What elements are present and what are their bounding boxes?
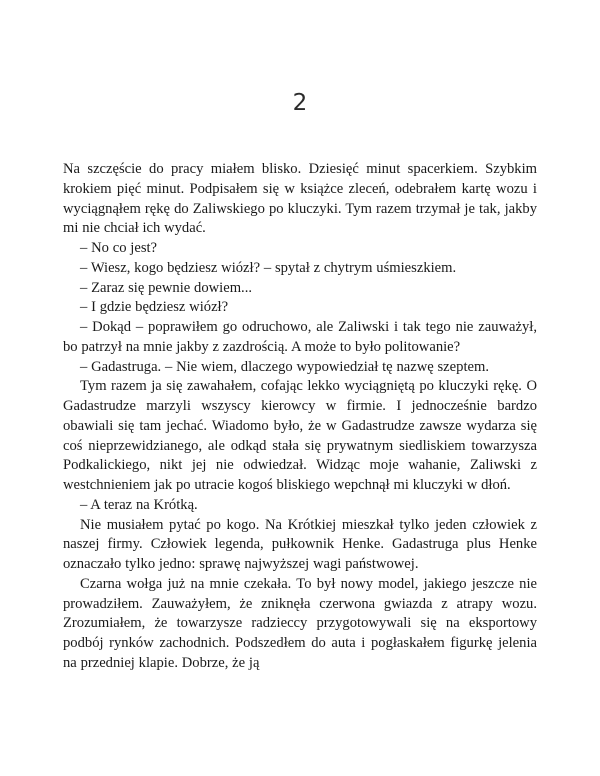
dialogue-paragraph: – Zaraz się pewnie dowiem...	[80, 279, 252, 296]
narrative-paragraph: Tym razem ja się zawahałem, cofając lekko wyciągniętą po kluczyki rękę. O Gadastrudze marzyli wszyscy kierowcy w firmie. I jednocześnie bardzo obawiali się tam jechać. Wiadomo było, że w Gadastrudze zawsze wydarza się coś nieprzewidzianego, ale odkąd stała się prywatnym siedliskiem towarzysza Podkalickiego, nikt jej nie odwiedzał. Widząc moje wahanie, Zaliwski z westchnieniem jak po utracie kogoś bliskiego wepchnął mi kluczyki w dłoń.	[63, 378, 537, 493]
dialogue-paragraph: – No co jest?	[80, 240, 158, 256]
dialogue-paragraph: – Gadastruga. – Nie wiem, dlaczego wypowiedział tę nazwę szeptem.	[80, 358, 489, 375]
dialogue-paragraph: – Dokąd – poprawiłem go odruchowo, ale Zaliwski i tak tego nie zauważył, bo patrzył na mnie jakby z zazdrością. A może to było politowanie?	[63, 319, 537, 355]
dialogue-paragraph: – A teraz na Krótką.	[80, 496, 198, 513]
narrative-paragraph: Na szczęście do pracy miałem blisko. Dziesięć minut spacerkiem. Szybkim krokiem pięć minut. Podpisałem się w książce zleceń, odebrałem kartę wozu i wyciągnąłem rękę do Zaliwskiego po kluczyki. Tym razem trzymał je tak, jakby mi nie chciał ich wydać.	[63, 161, 537, 237]
narrative-paragraph: Czarna wołga już na mnie czekała. To był nowy model, jakiego jeszcze nie prowadziłem. Zauważyłem, że zniknęła czerwona gwiazda z atrapy wozu. Zrozumiałem, że towarzysze radzieccy przygotowywali się na eksportowy podbój rynków zachodnich. Podszedłem do auta i pogłaskałem figurkę jelenia na przedniej klapie. Dobrze, że ją	[63, 575, 537, 671]
chapter-number: 2	[292, 90, 308, 116]
dialogue-paragraph: – Wiesz, kogo będziesz wiózł? – spytał z chytrym uśmieszkiem.	[80, 259, 457, 276]
dialogue-paragraph: – I gdzie będziesz wiózł?	[80, 299, 229, 316]
narrative-paragraph: Nie musiałem pytać po kogo. Na Krótkiej mieszkał tylko jeden człowiek z naszej firmy. Człowiek legenda, pułkownik Henke. Gadastruga plus Henke oznaczało tylko jedno: sprawę najwyższej wagi państwowej.	[63, 516, 537, 572]
body-text-column	[63, 160, 537, 674]
